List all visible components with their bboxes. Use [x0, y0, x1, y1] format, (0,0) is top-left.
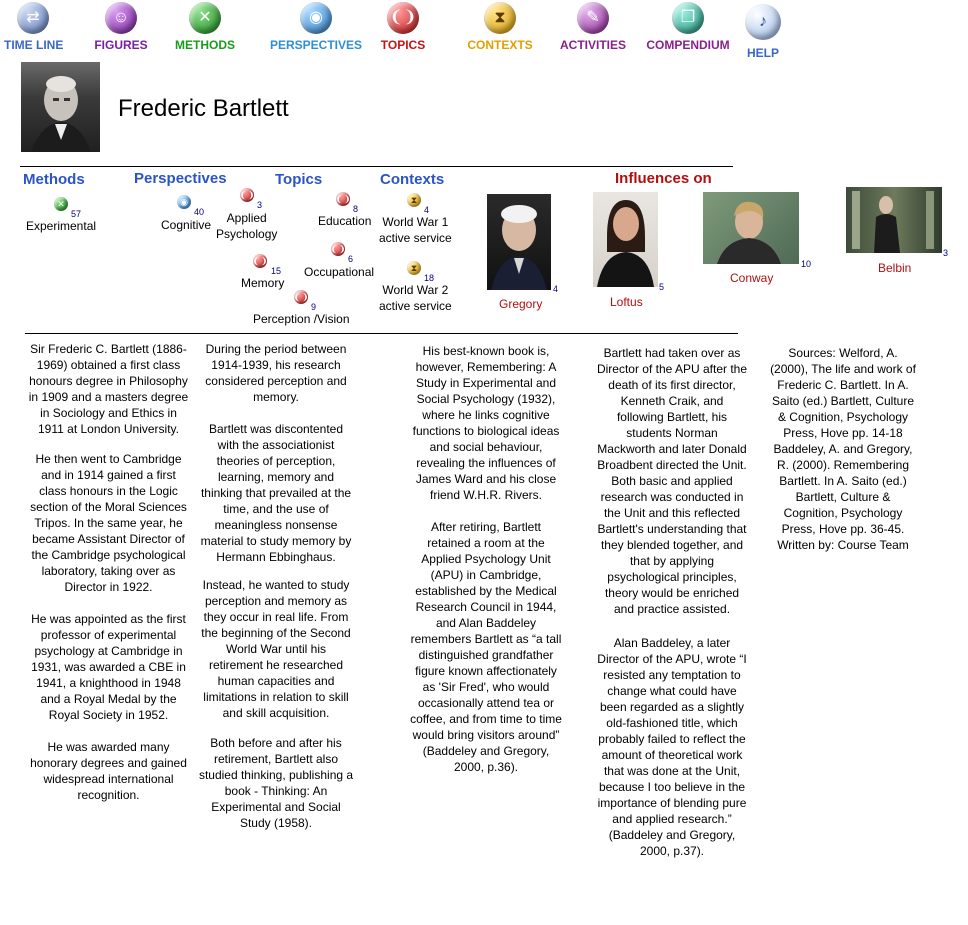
paragraph: Instead, he wanted to study perception and memory as they occur in real life. From the beginning of the Second World War until his retirement he researched human capacities and limitations in relation to skill and skill acquisition. — [201, 578, 351, 720]
count-label: 15 — [271, 266, 282, 276]
influence-name: Loftus — [610, 295, 643, 309]
paragraph: He then went to Cambridge and in 1914 gained a first class honours in the Logic section of the Moral Sciences Tripos. In the same year, he became Assistant Director of the Cambridge psychological laboratory, taking over as Director in 1922. — [30, 452, 187, 594]
paragraph: Both before and after his retirement, Bartlett also studied thinking, publishing a book - Thinking: An Experimental and Social Study (1958). — [198, 736, 354, 830]
paragraph: His best-known book is, however, Remembering: A Study in Experimental and Social Psychology (1932), where he links cognitive functions to biological ideas and social behaviour, revealing the influences of James Ward and his close friend W.H.R. Rivers. — [412, 344, 560, 502]
count-label: 9 — [311, 302, 317, 312]
nav-topics[interactable] — [378, 2, 428, 52]
topic-label-line2: Psychology — [216, 227, 278, 241]
topic-label — [216, 210, 277, 242]
count-label: 4 — [553, 284, 559, 294]
count-label: 40 — [194, 207, 205, 217]
cross-icon: ✕ — [54, 197, 68, 211]
methods-heading: Methods — [23, 171, 85, 188]
sources-text: Sources: Welford, A. (2000), The life and work of Frederic C. Bartlett. In A. Saito (ed.) Bartlett, Culture & Cognition, Psychology Press, Hove pp. 14-18 Baddeley, A. and Gregory, R. (2000). Remembering Bartlett. In A. Saito (ed.) Bartlett, Culture & Cognition, Psychology Press, Hove pp. 36-45. Written by: Course Team — [770, 346, 916, 552]
topic-label: Perception /Vision — [253, 312, 350, 326]
nav-label: METHODS — [175, 38, 235, 52]
nav-compendium[interactable] — [645, 2, 731, 52]
context-label-line1: World War 1 — [382, 215, 449, 229]
nav-label: ACTIVITIES — [559, 38, 626, 52]
nav-methods[interactable] — [174, 2, 236, 52]
nav-figures[interactable] — [92, 2, 150, 52]
topic-label: Education — [318, 214, 372, 228]
question-icon: ♪ — [745, 4, 781, 40]
perspectives-heading: Perspectives — [134, 170, 227, 187]
paragraph: Alan Baddeley, a later Director of the APU, wrote “I resisted any temptation to change what could have been regarded as a slightly old-fashioned title, which probably failed to reflect the amount of theoretical work that was done at the Unit, because I too believe in the importance of blending pure and applied research.” (Baddeley and Gregory, 2000, p.37). — [597, 636, 747, 858]
sources-column — [770, 345, 916, 567]
contexts-heading: Contexts — [380, 171, 445, 188]
paragraph: During the period between 1914-1939, his research considered perception and memory. — [205, 342, 347, 404]
nav-activities[interactable] — [559, 2, 627, 52]
nav-help[interactable] — [740, 4, 786, 60]
influence-name: Gregory — [499, 297, 543, 311]
count-label: 6 — [348, 254, 354, 264]
paragraph: After retiring, Bartlett retained a room at the Applied Psychology Unit (APU) in Cambridge, established by the Medical Research Council in 1944, and Alan Baddeley remembers Bartlett as “a tall distinguished grandfather figure known affectionately as 'Sir Fred', who would occasionally attend tea or coffee, and from time to time would bring visitors around” (Baddeley and Gregory, 2000, p.36). — [410, 520, 562, 774]
nav-label: COMPENDIUM — [646, 38, 730, 52]
brain-icon: ❨❩ — [336, 192, 350, 206]
context-label — [379, 214, 452, 246]
count-label: 8 — [353, 204, 359, 214]
timeline-icon: ⇄ — [17, 2, 49, 34]
topic-label: Occupational — [304, 265, 375, 279]
influences-heading: Influences on — [615, 170, 712, 187]
bio-column-2 — [198, 341, 354, 845]
hourglass-icon: ⧗ — [407, 193, 421, 207]
method-label: Experimental — [26, 219, 97, 233]
cross-icon: ✕ — [189, 2, 221, 34]
bio-column-3 — [410, 343, 562, 789]
loftus-photo — [593, 192, 658, 287]
person-name: Frederic Bartlett — [118, 95, 289, 122]
divider — [20, 166, 733, 167]
eye-icon: ◉ — [177, 195, 191, 209]
brain-icon: ❨❩ — [240, 188, 254, 202]
count-label: 5 — [659, 282, 665, 292]
perspective-label: Cognitive — [161, 218, 212, 232]
nav-perspectives[interactable] — [270, 2, 362, 52]
count-label: 3 — [943, 248, 949, 258]
hourglass-icon: ⧗ — [484, 2, 516, 34]
context-label-line2: active service — [379, 299, 452, 313]
nav-label: TIME LINE — [4, 38, 64, 52]
count-label: 3 — [257, 200, 263, 210]
nav-label: FIGURES — [94, 38, 148, 52]
context-label — [379, 282, 452, 314]
nav-timeline[interactable] — [4, 2, 62, 52]
gregory-photo — [487, 194, 551, 290]
brain-icon: ❨❩ — [331, 242, 345, 256]
paragraph: He was awarded many honorary degrees and gained widespread international recognition. — [30, 740, 187, 802]
conway-photo — [703, 192, 799, 264]
portrait-image — [21, 62, 100, 152]
brain-icon: ❨❩ — [294, 290, 308, 304]
paragraph: Bartlett had taken over as Director of the APU after the death of its first director, Kenneth Craik, and following Bartlett, his students Norman Mackworth and later Donald Broadbent directed the Unit. Both basic and applied research was conducted in the Unit and this reflected Bartlett's understanding that they blended together, and that by applying psychological principles, theory would be enriched and practice assisted. — [596, 346, 748, 616]
brain-icon: ❨❩ — [253, 254, 267, 268]
nav-label: HELP — [746, 46, 779, 60]
paragraph: He was appointed as the first professor of experimental psychology at Cambridge in 1931, was awarded a CBE in 1941, a knighthood in 1948 and a Royal Medal by the Royal Society in 1952. — [31, 612, 186, 722]
context-label-line2: active service — [379, 231, 452, 245]
influence-name: Belbin — [878, 261, 912, 275]
count-label: 10 — [801, 259, 812, 269]
pencil-icon: ✎ — [577, 2, 609, 34]
topic-label: Memory — [241, 276, 285, 290]
paragraph: Sir Frederic C. Bartlett (1886-1969) obtained a first class honours degree in Philosophy in 1909 and a masters degree in Sociology and Ethics in 1911 at London University. — [28, 342, 189, 436]
count-label: 18 — [424, 273, 435, 283]
topic-label-line1: Applied — [226, 211, 267, 225]
influence-name: Conway — [730, 271, 774, 285]
smiley-face-icon: ☺ — [105, 2, 137, 34]
count-label: 4 — [424, 205, 430, 215]
paragraph: Bartlett was discontented with the associationist theories of perception, learning, memory and thinking that prevailed at the time, and the use of meaningless nonsense material to study memory by Hermann Ebbinghaus. — [200, 422, 352, 564]
nav-label: CONTEXTS — [467, 38, 533, 52]
nav-contexts[interactable] — [466, 2, 534, 52]
topics-heading: Topics — [275, 171, 323, 188]
bio-column-4 — [596, 345, 748, 873]
divider — [25, 333, 738, 334]
book-icon: ❐ — [672, 2, 704, 34]
belbin-photo — [846, 187, 942, 253]
bio-column-1 — [26, 341, 191, 817]
eye-icon: ◉ — [300, 2, 332, 34]
count-label: 57 — [71, 209, 82, 219]
nav-label: TOPICS — [380, 38, 426, 52]
brain-icon: ❨❩ — [387, 2, 419, 34]
hourglass-icon: ⧗ — [407, 261, 421, 275]
nav-label: PERSPECTIVES — [270, 38, 363, 52]
context-label-line1: World War 2 — [382, 283, 449, 297]
